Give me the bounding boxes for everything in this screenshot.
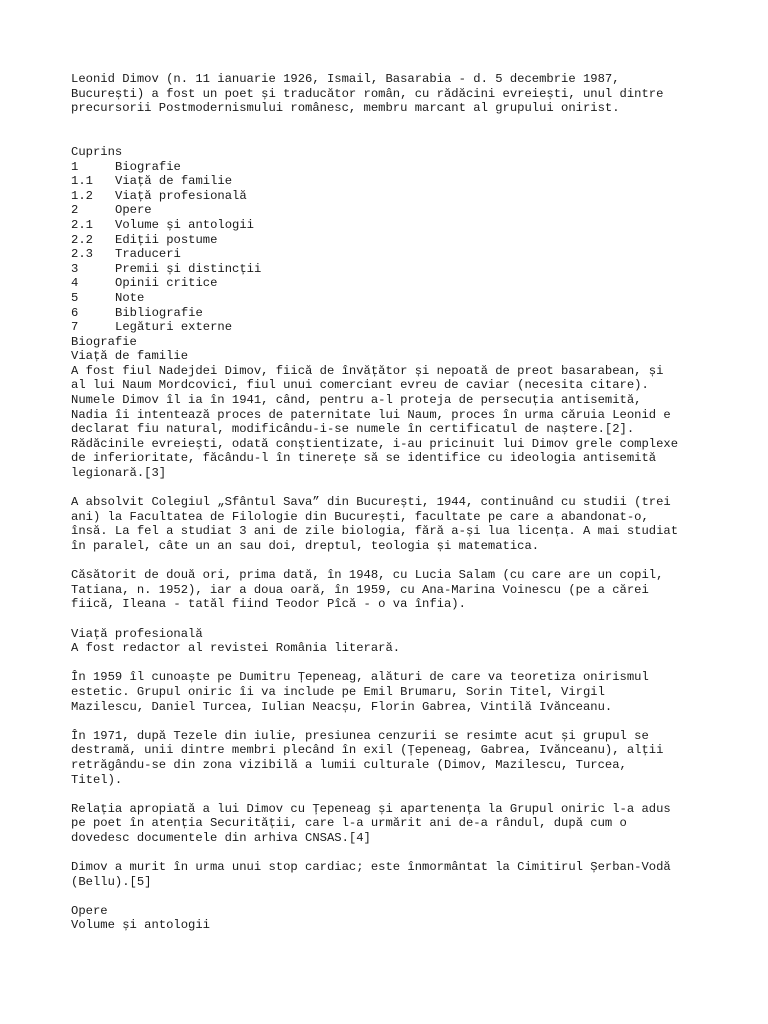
text-line: destramă, unii dintre membri plecând în exil (Țepeneag, Gabrea, Ivănceanu), alții xyxy=(71,743,664,758)
toc-item-label: Bibliografie xyxy=(115,305,203,320)
text-line: Căsătorit de două ori, prima dată, în 1948, cu Lucia Salam (cu care are un copil, xyxy=(71,568,664,583)
paragraph xyxy=(71,641,731,656)
toc-item-label: Traduceri xyxy=(115,247,181,262)
text-line: Titel). xyxy=(71,772,123,787)
toc-item[interactable] xyxy=(71,189,731,204)
text-line: retrăgându-se din zona vizibilă a lumii culturale (Dimov, Mazilescu, Turcea, xyxy=(71,757,627,772)
blank-line xyxy=(71,787,731,802)
text-line: în paralel, câte un an sau doi, dreptul, teologia și matematica. xyxy=(71,539,540,553)
toc-item-number: 4 xyxy=(71,276,79,291)
text-line: Dimov a murit în urma unui stop cardiac; este înmormântat la Cimitirul Șerban-Vodă xyxy=(71,860,671,875)
text-line: Leonid Dimov (n. 11 ianuarie 1926, Ismail, Basarabia - d. 5 decembrie 1987, xyxy=(71,72,620,86)
section-heading-opere: Opere xyxy=(71,903,108,918)
blank-line xyxy=(71,481,731,496)
paragraph xyxy=(71,495,731,553)
toc-item[interactable] xyxy=(71,306,731,321)
paragraph xyxy=(71,860,731,889)
text-line: însă. La fel a studiat 3 ani de zile biologia, fără a-și lua licența. A mai studiat xyxy=(71,524,679,539)
paragraph xyxy=(71,568,731,612)
text-line: A fost redactor al revistei România literară. xyxy=(71,641,401,656)
toc-title: Cuprins xyxy=(71,144,123,159)
text-line: legionară.[3] xyxy=(71,466,167,481)
paragraph xyxy=(71,802,731,846)
blank-line xyxy=(71,116,731,131)
text-line: Relația apropiată a lui Dimov cu Țepeneag și apartenența la Grupul oniric l-a adus xyxy=(71,801,671,816)
toc-item-label: Premii și distincții xyxy=(115,261,262,276)
text-line: A fost fiul Nadejdei Dimov, fiică de învățător și nepoată de preot basarabean, și xyxy=(71,363,664,378)
toc-item-number: 2.1 xyxy=(71,217,93,232)
text-line: În 1959 îl cunoaște pe Dumitru Țepeneag, alături de care va teoretiza onirismul xyxy=(71,670,649,685)
text-line: Tatiana, n. 1952), iar a doua oară, în 1959, cu Ana-Marina Voinescu (pe a cărei xyxy=(71,582,649,597)
paragraph xyxy=(71,364,731,481)
toc-item-label: Viață de familie xyxy=(115,174,233,189)
toc-item[interactable] xyxy=(71,320,731,335)
text-line: pe poet în atenția Securității, care l-a urmărit ani de-a rândul, după cum o xyxy=(71,816,627,831)
toc-item[interactable] xyxy=(71,247,731,262)
toc-item-number: 2.3 xyxy=(71,247,93,262)
toc-item-number: 5 xyxy=(71,290,79,305)
text-line: dovedesc documentele din arhiva CNSAS.[4] xyxy=(71,830,371,845)
toc-list xyxy=(71,160,731,335)
blank-line xyxy=(71,889,731,904)
document-body xyxy=(71,72,731,933)
text-line: de inferioritate, făcându-l în tinerețe să se identifice cu ideologia antisemită xyxy=(71,451,657,466)
section-heading-biografie: Biografie xyxy=(71,334,137,349)
text-line: estetic. Grupul oniric îi va include pe Emil Brumaru, Sorin Titel, Virgil xyxy=(71,684,605,699)
profesionala-section xyxy=(71,627,731,904)
toc-item-label: Ediții postume xyxy=(115,232,218,247)
text-line: Numele Dimov îl ia în 1941, când, pentru a-l proteja de persecuția antisemită, xyxy=(71,393,642,408)
blank-line xyxy=(71,130,731,145)
blank-line xyxy=(71,554,731,569)
biografie-section xyxy=(71,335,731,627)
toc-item-number: 1.1 xyxy=(71,174,93,189)
text-line: ani) la Facultatea de Filologie din București, facultate pe care a abandonat-o, xyxy=(71,509,649,524)
blank-line xyxy=(71,845,731,860)
opere-section xyxy=(71,904,731,933)
toc-item[interactable] xyxy=(71,262,731,277)
toc-item-number: 2.2 xyxy=(71,232,93,247)
toc-item-label: Opere xyxy=(115,203,152,218)
toc-item[interactable] xyxy=(71,276,731,291)
toc-item-label: Note xyxy=(115,290,145,305)
toc-item-number: 1 xyxy=(71,159,79,174)
intro-paragraph xyxy=(71,72,731,116)
text-line: A absolvit Colegiul „Sfântul Sava” din București, 1944, continuând cu studii (trei xyxy=(71,495,671,510)
toc-item-label: Biografie xyxy=(115,159,181,174)
text-line: București) a fost un poet și traducător român, cu rădăcini evreiești, unul dintre xyxy=(71,86,664,101)
paragraph xyxy=(71,729,731,787)
toc-item-label: Volume și antologii xyxy=(115,217,254,232)
text-line: al lui Naum Mordcovici, fiul unui comerciant evreu de caviar (necesita citare). xyxy=(71,378,649,393)
text-line: În 1971, după Tezele din iulie, presiunea cenzurii se resimte acut și grupul se xyxy=(71,728,649,743)
text-line: Rădăcinile evreiești, odată conștientizate, i-au pricinuit lui Dimov grele complexe xyxy=(71,436,679,451)
blank-line xyxy=(71,656,731,671)
subsection-heading-volume: Volume și antologii xyxy=(71,918,210,933)
toc-item-label: Legături externe xyxy=(115,320,233,335)
toc-item-number: 6 xyxy=(71,305,79,320)
text-line: (Bellu).[5] xyxy=(71,874,152,889)
table-of-contents xyxy=(71,145,731,335)
text-line: precursorii Postmodernismului românesc, membru marcant al grupului onirist. xyxy=(71,101,620,116)
toc-item[interactable] xyxy=(71,160,731,175)
toc-item-number: 7 xyxy=(71,320,79,335)
toc-item[interactable] xyxy=(71,203,731,218)
toc-item-number: 3 xyxy=(71,261,79,276)
toc-item[interactable] xyxy=(71,291,731,306)
subsection-heading-family: Viață de familie xyxy=(71,349,189,364)
blank-line xyxy=(71,714,731,729)
text-line: fiică, Ileana - tatăl fiind Teodor Pîcă - o va înfia). xyxy=(71,597,466,612)
toc-item-number: 1.2 xyxy=(71,188,93,203)
blank-line xyxy=(71,612,731,627)
text-line: Mazilescu, Daniel Turcea, Iulian Neacșu, Florin Gabrea, Vintilă Ivănceanu. xyxy=(71,699,613,714)
text-line: declarat fiu natural, modificându-i-se numele în certificatul de naștere.[2]. xyxy=(71,422,635,437)
toc-item-label: Opinii critice xyxy=(115,276,218,291)
toc-item[interactable] xyxy=(71,218,731,233)
toc-item-label: Viață profesională xyxy=(115,188,247,203)
toc-item[interactable] xyxy=(71,233,731,248)
paragraph xyxy=(71,670,731,714)
toc-item-number: 2 xyxy=(71,203,79,218)
text-line: Nadia îi intentează proces de paternitate lui Naum, proces în urma căruia Leonid e xyxy=(71,407,671,422)
subsection-heading-professional: Viață profesională xyxy=(71,626,203,641)
toc-item[interactable] xyxy=(71,174,731,189)
